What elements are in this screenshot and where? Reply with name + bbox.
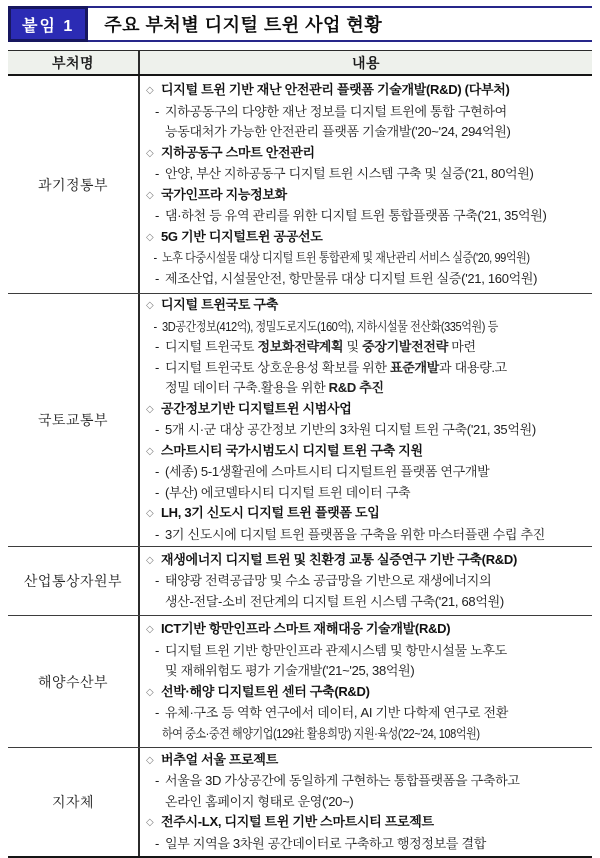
item-detail-line	[145, 641, 590, 662]
text: 버추얼 서울 프로젝트	[161, 751, 278, 767]
item-detail-line	[145, 834, 590, 855]
dash-bullet: -	[153, 250, 157, 265]
ministry-label: 해양수산부	[37, 673, 109, 690]
item-detail-text	[165, 573, 491, 588]
content-cell	[138, 748, 592, 856]
content-cell	[138, 76, 592, 293]
text: 노후 다중시설물 대상 디지털 트윈 통합관제 및 재난관리 서비스 실증('20, 99억원)	[162, 250, 530, 265]
text: 지하공동구 스마트 안전관리	[161, 144, 315, 160]
ministry-cell	[8, 76, 138, 293]
table-row	[8, 615, 592, 747]
diamond-bullet-icon: ◇	[146, 508, 154, 519]
table-body	[8, 76, 592, 856]
diamond-bullet-icon: ◇	[146, 300, 154, 311]
item-detail-line	[145, 358, 590, 379]
item-heading	[145, 750, 590, 772]
item-heading	[145, 295, 590, 317]
text: 선박·해양 디지털트윈 센터 구축(R&D)	[161, 683, 370, 699]
ministry-cell	[8, 294, 138, 546]
text: 태양광 전력공급망 및 수소 공급망을 기반으로 재생에너지의	[165, 573, 492, 589]
item-detail-line	[145, 792, 590, 813]
text: LH, 3기 신도시 디지털 트윈 플랫폼 도입	[161, 505, 380, 520]
table-row	[8, 293, 592, 546]
item-detail-line	[145, 462, 590, 483]
bold-text: R&D 추진	[328, 380, 384, 395]
item-detail-line	[145, 571, 590, 592]
item-heading-text	[161, 552, 517, 567]
ministry-table	[8, 50, 592, 858]
attachment-badge: 붙임 1	[8, 6, 88, 42]
diamond-bullet-icon: ◇	[146, 754, 154, 766]
text: 5개 시·군 대상 공간정보 기반의 3차원 디지털 트윈 구축('21, 35억원)	[165, 422, 536, 437]
item-heading	[145, 550, 590, 572]
text: 유체·구조 등 역학 연구에서 데이터, AI 기반 다학제 연구로 전환	[165, 705, 509, 720]
item-detail-line	[145, 337, 590, 358]
dash-bullet: -	[153, 318, 157, 334]
text: 댐·하천 등 유역 관리를 위한 디지털 트윈 통합플랫폼 구축('21, 35억원)	[165, 208, 547, 223]
title-box	[84, 6, 592, 42]
item-detail-text	[165, 208, 547, 223]
text: 5G 기반 디지털트윈 공공선도	[161, 228, 323, 244]
text: 과 대용량.고	[439, 359, 507, 375]
diamond-bullet-icon: ◇	[146, 85, 154, 96]
dash-bullet: -	[155, 484, 160, 500]
item-detail-text	[165, 380, 384, 395]
item-detail-text	[165, 104, 507, 119]
dash-bullet: -	[155, 526, 160, 542]
text: 제조산업, 시설물안전, 항만물류 대상 디지털 트윈 실증('21, 160억원)	[165, 270, 538, 286]
dash-bullet: -	[155, 166, 160, 181]
text: 디지털 트윈 기반 재난 안전관리 플랫폼 기술개발(R&D) (다부처)	[161, 82, 510, 97]
item-detail-text	[165, 773, 520, 788]
diamond-bullet-icon: ◇	[146, 403, 154, 415]
item-detail-line	[145, 206, 590, 227]
item-detail-line	[145, 164, 590, 185]
item-heading-text	[161, 297, 278, 312]
diamond-bullet-icon: ◇	[146, 817, 154, 829]
text: 일부 지역을 3차원 공간데이터로 구축하고 행정정보를 결합	[165, 835, 486, 851]
text: 마련	[447, 339, 476, 354]
item-heading-text	[161, 187, 287, 202]
ministry-cell	[8, 616, 138, 747]
item-detail-line	[145, 248, 530, 269]
diamond-bullet-icon: ◇	[146, 554, 154, 566]
item-detail-text	[165, 464, 489, 479]
text: 3기 신도시에 디지털 트윈 플랫폼을 구축을 위한 마스터플랜 수립 추진	[165, 526, 545, 542]
item-heading-text	[161, 684, 370, 699]
item-detail-text	[165, 124, 511, 139]
table-header-row	[8, 51, 592, 76]
item-detail-text	[162, 319, 498, 334]
text: 디지털 트윈 기반 항만인프라 관제시스템 및 항만시설물 노후도	[165, 642, 507, 658]
item-detail-text	[165, 271, 537, 286]
table-row	[8, 546, 592, 615]
diamond-bullet-icon: ◇	[146, 189, 154, 201]
text: 능동대처가 가능한 안전관리 플랫폼 기술개발('20~'24, 294억원)	[165, 124, 511, 139]
ministry-label: 지자체	[51, 794, 95, 810]
dash-bullet: -	[155, 642, 160, 658]
text: 스마트시티 국가시범도시 디지털 트윈 구축 지원	[161, 442, 423, 458]
item-detail-line	[145, 102, 590, 123]
item-heading-text	[161, 814, 434, 829]
item-heading	[145, 399, 590, 421]
item-detail-text	[165, 360, 507, 375]
dash-bullet: -	[155, 270, 160, 286]
dash-bullet: -	[155, 705, 160, 720]
page-title: 주요 부처별 디지털 트윈 사업 현황	[104, 15, 383, 35]
item-detail-line	[145, 525, 590, 546]
text: 온라인 홈페이지 형태로 운영('20~)	[165, 793, 354, 809]
item-detail-line	[145, 317, 523, 338]
dash-bullet: -	[155, 773, 160, 789]
ministry-cell	[8, 547, 138, 615]
page-header	[8, 6, 592, 42]
dash-bullet: -	[155, 573, 160, 589]
item-detail-line	[145, 703, 590, 724]
item-detail-text	[165, 705, 508, 720]
dash-bullet: -	[155, 359, 160, 375]
text: 국가인프라 지능정보화	[161, 186, 287, 202]
item-detail-text	[165, 339, 476, 354]
text: 디지털 트윈국토 상호운용성 확보를 위한	[165, 359, 390, 375]
ministry-label: 국토교통부	[37, 412, 109, 428]
text: ICT기반 항만인프라 스마트 재해대응 기술개발(R&D)	[161, 621, 451, 636]
diamond-bullet-icon: ◇	[146, 147, 154, 159]
item-detail-line	[145, 661, 590, 682]
item-detail-line	[145, 420, 590, 441]
text: 하여 중소·중견 해양기업(129社 활용희망) 지원·육성('22~'24, 108억원)	[162, 725, 480, 741]
text: 디지털 트윈국토 구축	[161, 297, 278, 312]
text: 서울을 3D 가상공간에 동일하게 구현하는 통합플랫폼을 구축하고	[165, 773, 520, 789]
content-cell	[138, 294, 592, 546]
item-detail-text	[165, 836, 486, 851]
item-detail-line	[145, 122, 590, 143]
dash-bullet: -	[155, 422, 160, 437]
text: 전주시-LX, 디지털 트윈 기반 스마트시티 프로젝트	[161, 814, 434, 830]
dash-bullet: -	[155, 208, 160, 223]
text: 지하공동구의 다양한 재난 정보를 디지털 트윈에 통합 구현하여	[165, 103, 507, 119]
item-detail-text	[165, 663, 414, 678]
dash-bullet: -	[155, 103, 160, 119]
item-detail-line	[145, 771, 590, 792]
item-heading-text	[161, 401, 352, 416]
item-heading-text	[161, 229, 323, 244]
item-heading-text	[161, 621, 450, 636]
ministry-label: 산업통상자원부	[23, 573, 123, 589]
item-heading-text	[161, 82, 510, 97]
text: 및 재해위험도 평가 기술개발('21~'25, 38억원)	[165, 663, 415, 678]
item-detail-line	[145, 592, 590, 613]
item-detail-line	[145, 724, 523, 745]
item-detail-text	[165, 527, 545, 542]
item-heading	[145, 619, 590, 641]
text: 공간정보기반 디지털트윈 시범사업	[161, 400, 352, 416]
text: 생산-전달-소비 전단계의 디지털 트윈 시스템 구축('21, 68억원)	[165, 593, 504, 609]
item-heading-text	[161, 752, 278, 767]
column-header-ministry: 부처명	[51, 54, 95, 71]
column-header-content: 내용	[138, 51, 592, 74]
text: 및	[343, 339, 363, 354]
item-heading-text	[161, 145, 315, 160]
text: 디지털 트윈국토	[165, 339, 258, 354]
diamond-bullet-icon: ◇	[146, 445, 154, 457]
ministry-cell	[8, 748, 138, 856]
item-heading	[145, 80, 590, 102]
item-detail-text	[162, 726, 480, 741]
text: 안양, 부산 지하공동구 디지털 트윈 시스템 구축 및 실증('21, 80억원)	[165, 166, 534, 181]
item-detail-text	[165, 166, 534, 181]
content-cell	[138, 616, 592, 747]
text: 정밀 데이터 구축.활용을 위한	[165, 380, 329, 395]
item-heading	[145, 185, 590, 207]
ministry-label: 과기정통부	[37, 176, 109, 193]
dash-bullet: -	[155, 339, 160, 354]
text: (부산) 에코델타시티 디지털 트윈 데이터 구축	[165, 484, 411, 500]
diamond-bullet-icon: ◇	[146, 624, 154, 635]
item-heading	[145, 812, 590, 834]
item-detail-text	[165, 643, 507, 658]
diamond-bullet-icon: ◇	[146, 686, 154, 698]
item-detail-text	[162, 250, 530, 265]
bold-text: 정보화전략계획	[257, 339, 344, 354]
text: 3D공간정보(412억), 정밀도로지도(160억), 지하시설물 전산화(335억원) 등	[162, 318, 498, 334]
item-detail-line	[145, 483, 590, 504]
item-heading	[145, 143, 590, 165]
bold-text: 중장기발전전략	[362, 339, 448, 354]
dash-bullet: -	[155, 464, 160, 479]
item-heading	[145, 503, 590, 525]
table-row	[8, 747, 592, 856]
item-heading	[145, 441, 590, 463]
item-heading-text	[161, 505, 379, 520]
text: 재생에너지 디지털 트윈 및 친환경 교통 실증연구 기반 구축(R&D)	[161, 551, 518, 567]
content-cell	[138, 547, 592, 615]
item-detail-line	[145, 269, 590, 290]
item-heading	[145, 682, 590, 704]
bold-text: 표준개발	[389, 359, 439, 375]
item-detail-text	[165, 594, 504, 609]
item-heading	[145, 227, 590, 249]
table-row	[8, 76, 592, 293]
item-detail-line	[145, 378, 590, 399]
item-detail-text	[165, 794, 353, 809]
text: (세종) 5-1생활권에 스마트시티 디지털트윈 플랫폼 연구개발	[165, 464, 490, 479]
dash-bullet: -	[155, 835, 160, 851]
item-detail-text	[165, 422, 536, 437]
diamond-bullet-icon: ◇	[146, 231, 154, 243]
item-detail-text	[165, 485, 410, 500]
item-heading-text	[161, 443, 423, 458]
